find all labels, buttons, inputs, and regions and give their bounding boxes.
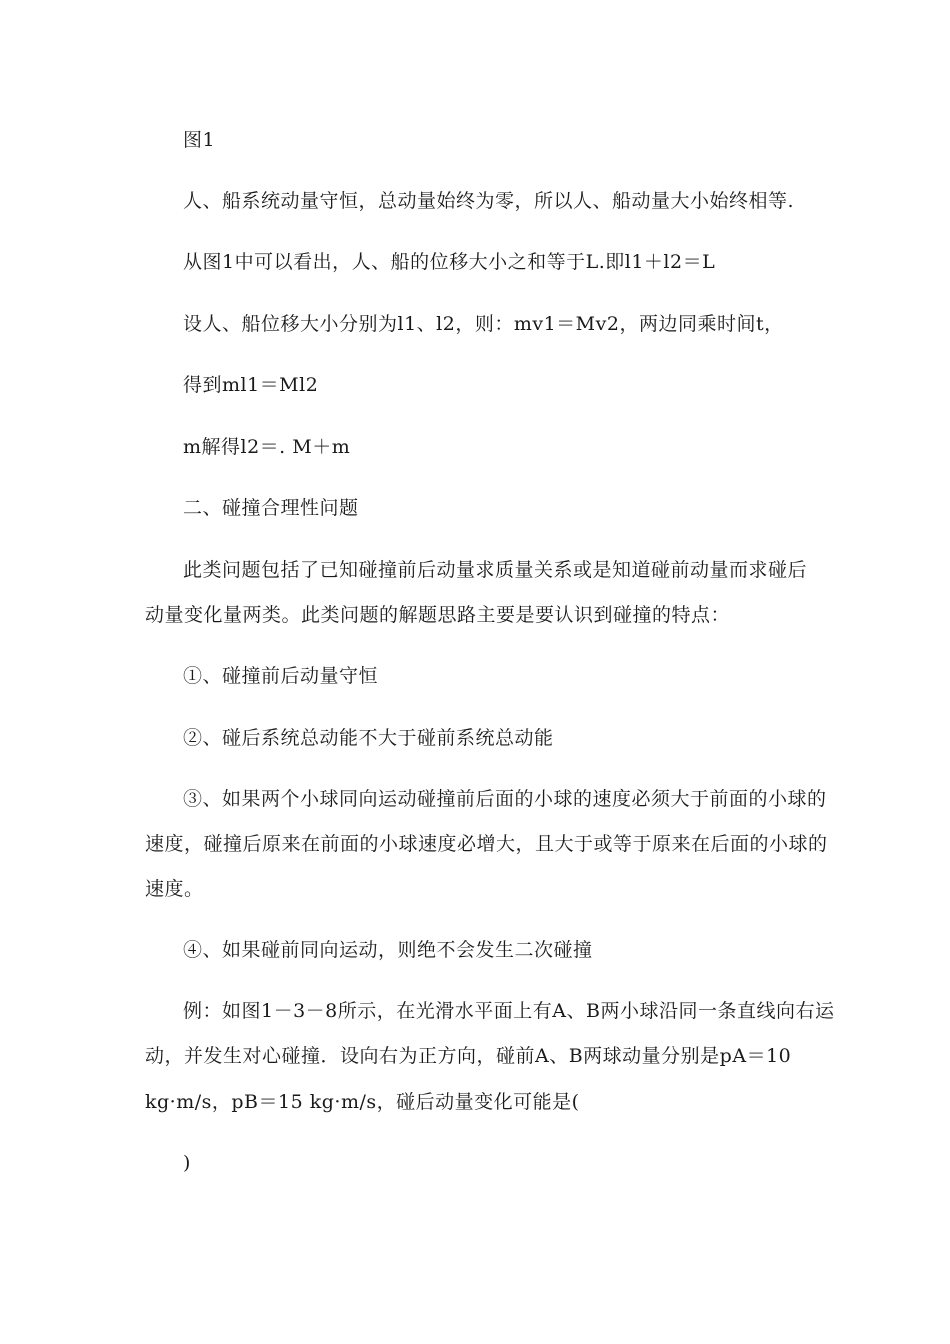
list-item: ③、如果两个小球同向运动碰撞前后面的小球的速度必须大于前面的小球的	[183, 788, 827, 810]
section-heading: 二、碰撞合理性问题	[183, 497, 359, 519]
example-line: 例：如图1－3－8所示，在光滑水平面上有A、B两小球沿同一条直线向右运	[183, 1000, 835, 1022]
paragraph-line: 从图1中可以看出，人、船的位移大小之和等于L.即l1＋l2＝L	[183, 251, 716, 273]
paragraph-line: 此类问题包括了已知碰撞前后动量求质量关系或是知道碰前动量而求碰后	[183, 559, 808, 581]
list-item: ④、如果碰前同向运动，则绝不会发生二次碰撞	[183, 939, 593, 961]
figure-caption: 图1	[183, 129, 216, 151]
list-item: ①、碰撞前后动量守恒	[183, 665, 379, 687]
paragraph-line: 动量变化量两类。此类问题的解题思路主要是要认识到碰撞的特点：	[145, 604, 731, 626]
example-line: )	[183, 1152, 191, 1174]
example-line: kg·m/s，pB＝15 kg·m/s，碰后动量变化可能是(	[145, 1091, 580, 1113]
paragraph-line: 得到ml1＝Ml2	[183, 374, 319, 396]
example-line: 动，并发生对心碰撞．设向右为正方向，碰前A、B两球动量分别是pA＝10	[145, 1045, 792, 1067]
paragraph-line: 人、船系统动量守恒，总动量始终为零，所以人、船动量大小始终相等.	[183, 190, 795, 212]
paragraph-line: 速度，碰撞后原来在前面的小球速度必增大，且大于或等于原来在后面的小球的	[145, 833, 828, 855]
list-item: ②、碰后系统总动能不大于碰前系统总动能	[183, 727, 554, 749]
paragraph-line: 设人、船位移大小分别为l1、l2，则：mv1＝Mv2，两边同乘时间t，	[183, 313, 784, 335]
paragraph-line: 速度。	[145, 878, 204, 900]
paragraph-line: m解得l2＝. M＋m	[183, 436, 351, 458]
